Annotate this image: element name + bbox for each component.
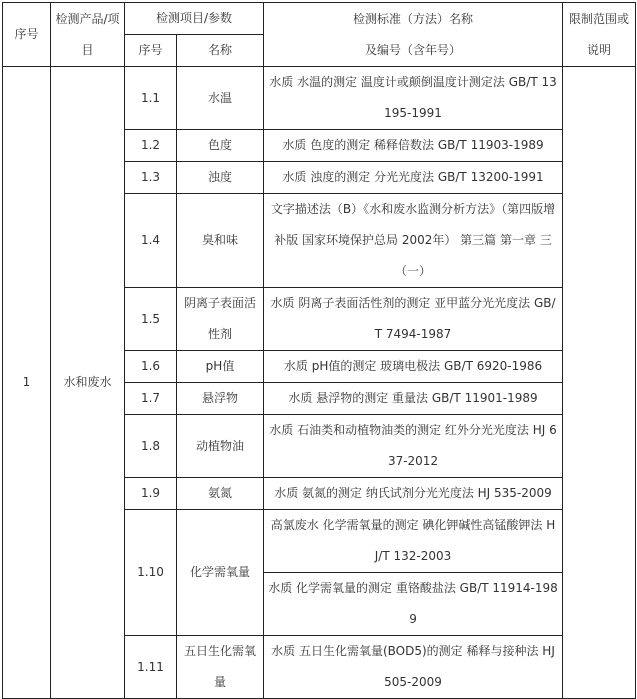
item-no: 1.6 bbox=[125, 351, 177, 383]
item-no: 1.1 bbox=[125, 67, 177, 130]
limit-cell bbox=[563, 67, 636, 699]
header-standard-line2: 及编号（含年号） bbox=[365, 42, 462, 57]
item-name: 悬浮物 bbox=[177, 383, 264, 415]
item-standard: 水质 悬浮物的测定 重量法 GB/T 11901-1989 bbox=[264, 383, 563, 415]
header-sub-seq: 序号 bbox=[125, 35, 177, 67]
item-standard: 水质 五日生化需氧量(BOD5)的测定 稀释与接种法 HJ 505-2009 bbox=[264, 636, 563, 699]
item-standard: 水质 pH值的测定 玻璃电极法 GB/T 6920-1986 bbox=[264, 351, 563, 383]
header-row-1 bbox=[3, 3, 636, 35]
item-name: 色度 bbox=[177, 130, 264, 162]
item-no: 1.10 bbox=[125, 510, 177, 636]
item-no: 1.5 bbox=[125, 288, 177, 351]
item-no: 1.7 bbox=[125, 383, 177, 415]
item-no: 1.2 bbox=[125, 130, 177, 162]
item-no: 1.9 bbox=[125, 478, 177, 510]
item-name: 五日生化需氧量 bbox=[177, 636, 264, 699]
item-standard: 水质 色度的测定 稀释倍数法 GB/T 11903-1989 bbox=[264, 130, 563, 162]
item-name: 氨氮 bbox=[177, 478, 264, 510]
header-standard bbox=[264, 3, 563, 67]
table-row bbox=[3, 67, 636, 130]
group-seq: 1 bbox=[3, 67, 51, 699]
item-no: 1.4 bbox=[125, 194, 177, 288]
header-product: 检测产品/项目 bbox=[51, 3, 125, 67]
item-name: 化学需氧量 bbox=[177, 510, 264, 636]
item-name: pH值 bbox=[177, 351, 264, 383]
group-product: 水和废水 bbox=[51, 67, 125, 699]
item-standard: 水质 阴离子表面活性剂的测定 亚甲蓝分光光度法 GB/T 7494-1987 bbox=[264, 288, 563, 351]
item-name: 水温 bbox=[177, 67, 264, 130]
item-name: 浊度 bbox=[177, 162, 264, 194]
item-name: 阴离子表面活性剂 bbox=[177, 288, 264, 351]
item-standard: 水质 浊度的测定 分光光度法 GB/T 13200-1991 bbox=[264, 162, 563, 194]
qualification-table bbox=[2, 2, 636, 699]
item-standard-alt: 水质 化学需氧量的测定 重铬酸盐法 GB/T 11914-1989 bbox=[264, 573, 563, 636]
header-standard-line1: 检测标准（方法）名称 bbox=[353, 11, 474, 26]
item-name: 动植物油 bbox=[177, 415, 264, 478]
item-standard: 高氯废水 化学需氧量的测定 碘化钾碱性高锰酸钾法 HJ/T 132-2003 bbox=[264, 510, 563, 573]
item-no: 1.3 bbox=[125, 162, 177, 194]
item-standard: 水质 水温的测定 温度计或颠倒温度计测定法 GB/T 13195-1991 bbox=[264, 67, 563, 130]
header-limit: 限制范围或说明 bbox=[563, 3, 636, 67]
header-sub-name: 名称 bbox=[177, 35, 264, 67]
item-no: 1.11 bbox=[125, 636, 177, 699]
item-no: 1.8 bbox=[125, 415, 177, 478]
header-item-group: 检测项目/参数 bbox=[125, 3, 264, 35]
item-standard: 水质 氨氮的测定 纳氏试剂分光光度法 HJ 535-2009 bbox=[264, 478, 563, 510]
header-seq: 序号 bbox=[3, 3, 51, 67]
item-standard: 文字描述法（B）《水和废水监测分析方法》（第四版增补版 国家环境保护总局 2002年） 第三篇 第一章 三（一） bbox=[264, 194, 563, 288]
item-name: 臭和味 bbox=[177, 194, 264, 288]
item-standard: 水质 石油类和动植物油类的测定 红外分光光度法 HJ 637-2012 bbox=[264, 415, 563, 478]
